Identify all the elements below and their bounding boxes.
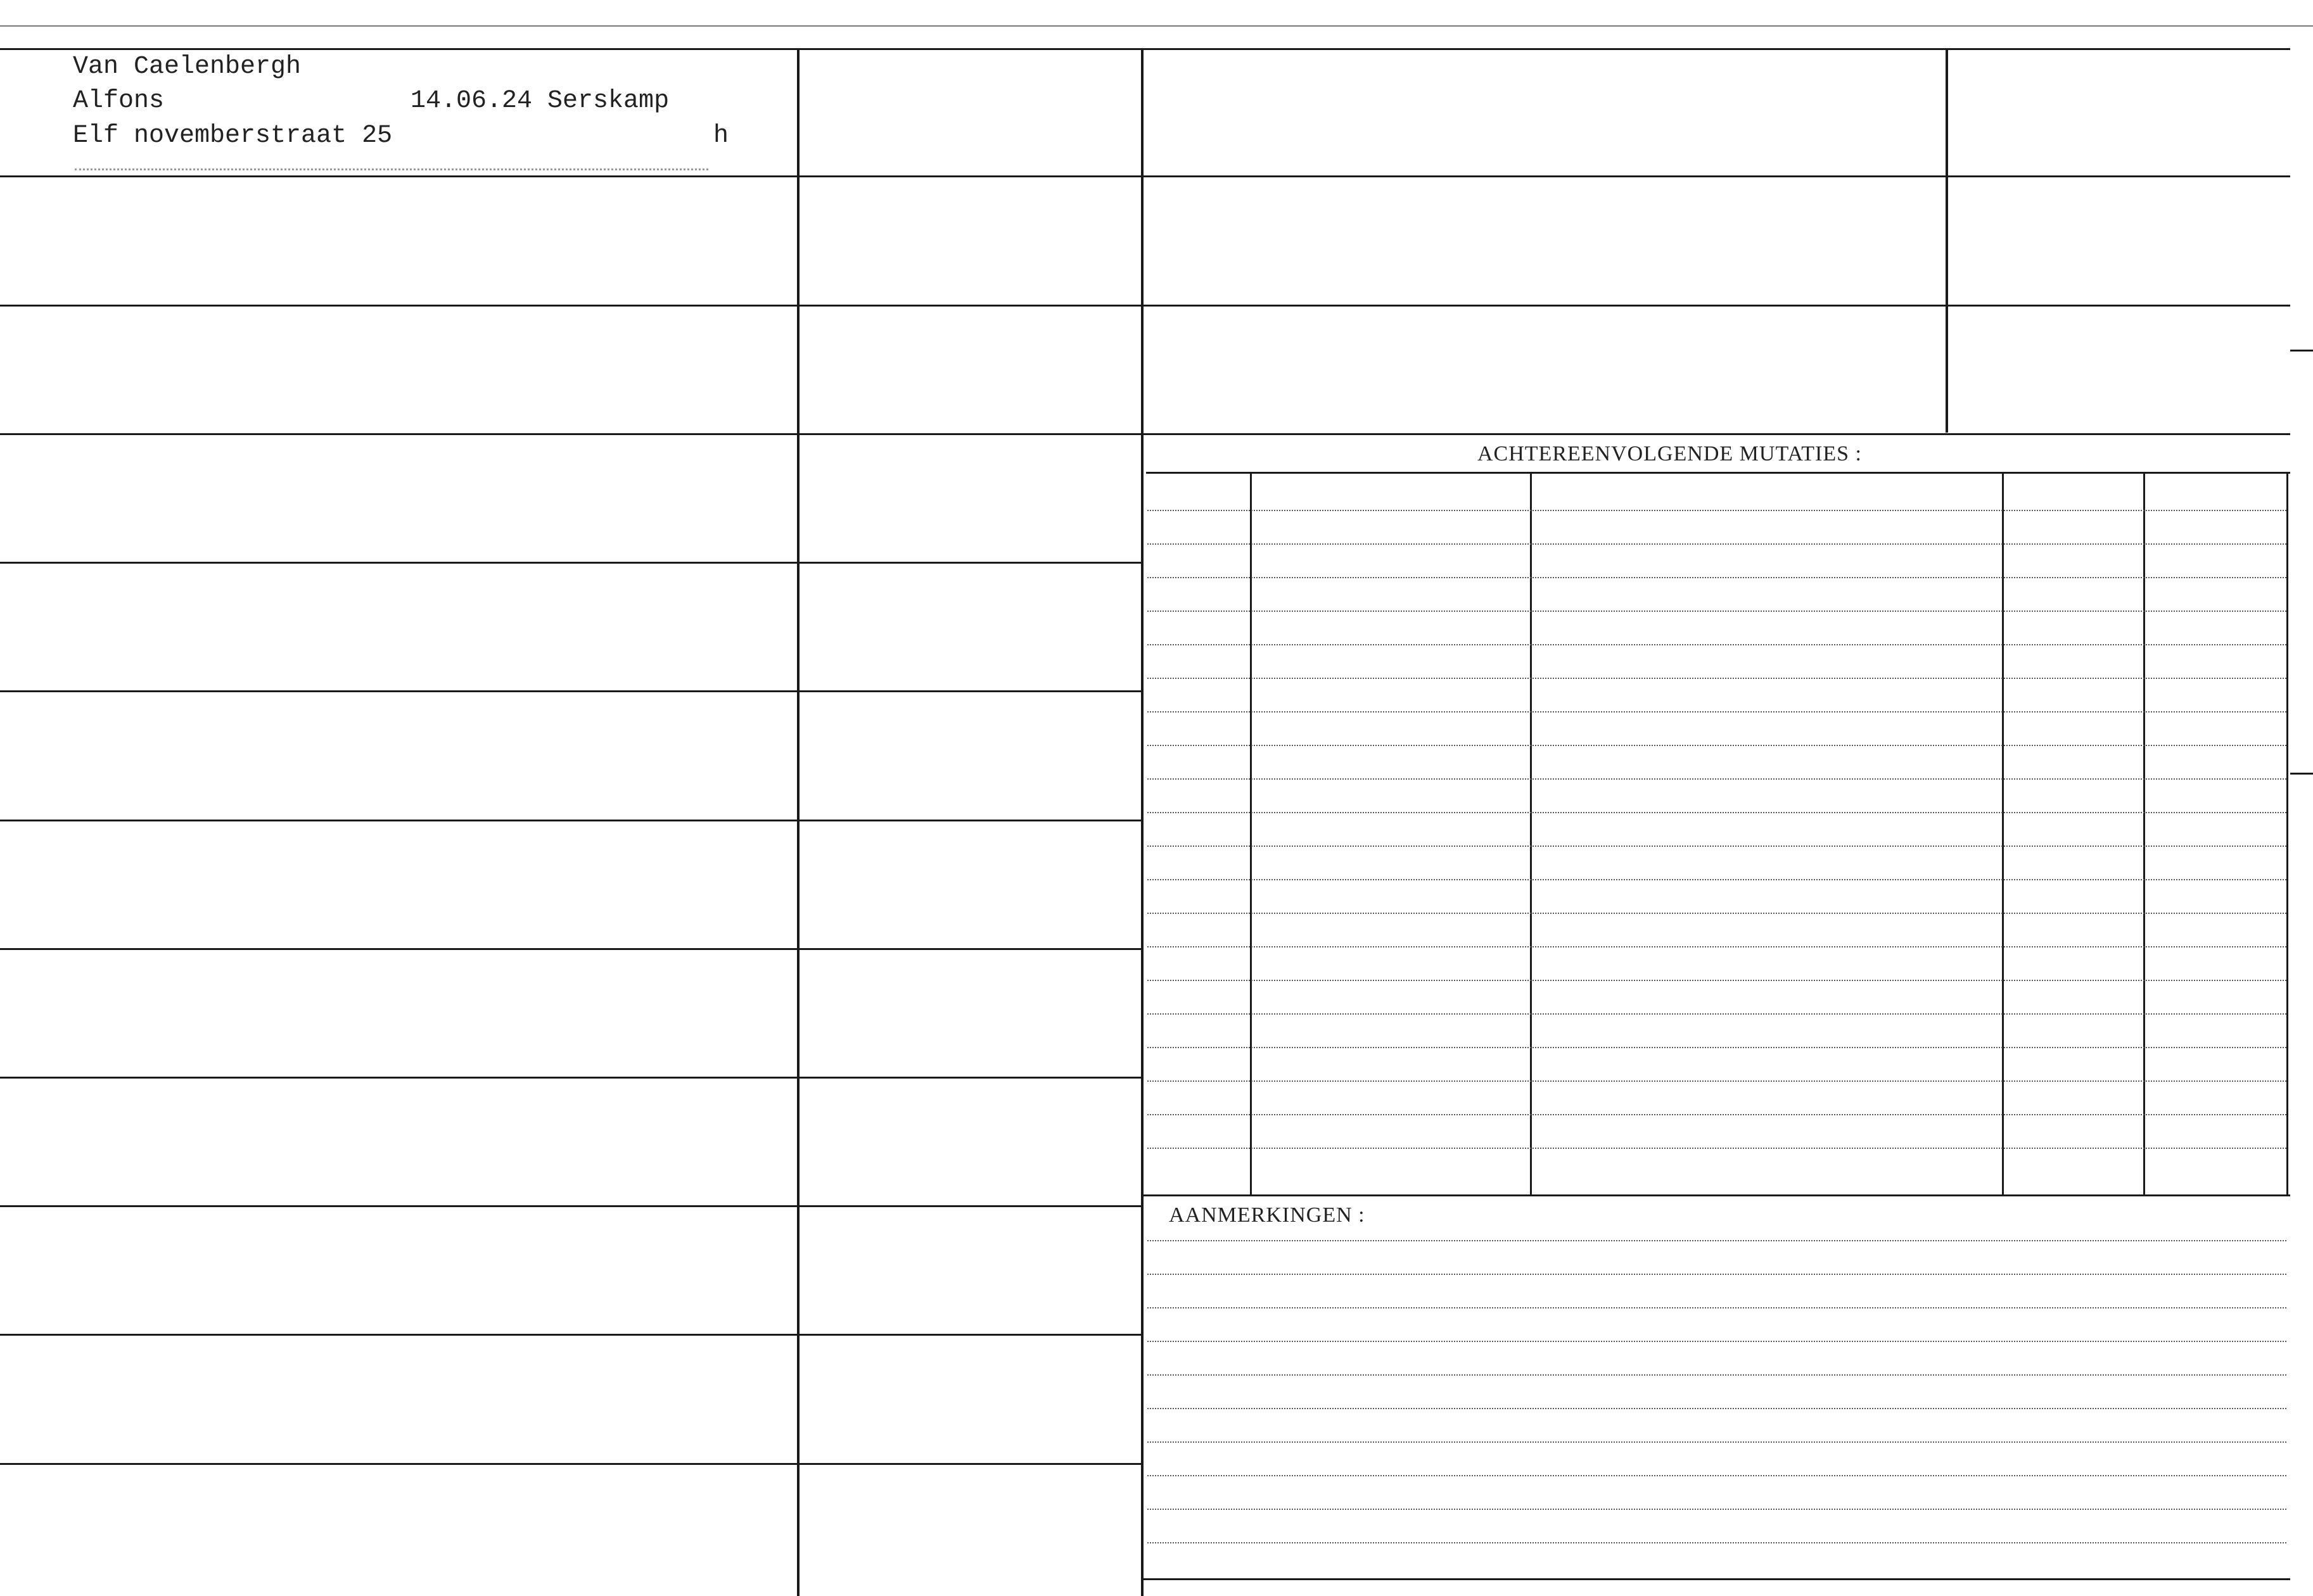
mutations-ruling-line <box>1147 778 2286 780</box>
mutations-col-line <box>2286 474 2288 1194</box>
column-divider-2 <box>1141 49 1144 1596</box>
mutations-table-bottom <box>1141 1194 2290 1196</box>
mutations-col-line <box>2143 474 2145 1194</box>
row-line <box>0 175 1141 177</box>
remarks-header: AANMERKINGEN : <box>1169 1203 1365 1227</box>
address-text: Elf novemberstraat 25 <box>73 122 393 150</box>
row-line <box>0 1205 1141 1207</box>
row-line <box>0 948 1141 950</box>
column-divider-1 <box>797 49 800 1596</box>
mutations-ruling-line <box>1147 644 2286 645</box>
row-line <box>0 433 1141 435</box>
row-line <box>0 562 1141 564</box>
remarks-ruling-line <box>1147 1341 2286 1342</box>
mutations-header: ACHTEREENVOLGENDE MUTATIES : <box>1477 442 1862 466</box>
mutations-ruling-line <box>1147 946 2286 947</box>
remarks-ruling-line <box>1147 1475 2286 1476</box>
mutations-ruling-line <box>1147 1047 2286 1048</box>
first-name-text: Alfons <box>73 87 165 115</box>
row-line <box>0 690 1141 692</box>
mutations-ruling-line <box>1147 913 2286 914</box>
birth-text: 14.06.24 Serskamp <box>411 87 670 115</box>
row-line <box>0 305 1141 307</box>
edge-tick <box>2290 773 2313 775</box>
surname-text: Van Caelenbergh <box>73 53 302 81</box>
mutations-ruling-line <box>1147 543 2286 545</box>
remarks-ruling-line <box>1147 1542 2286 1543</box>
mutations-table-top <box>1146 472 2290 474</box>
mutations-ruling-line <box>1147 745 2286 746</box>
bottom-line <box>1141 1578 2290 1580</box>
remarks-ruling-line <box>1147 1441 2286 1443</box>
column-divider-3 <box>1946 49 1948 433</box>
mutations-ruling-line <box>1147 980 2286 981</box>
remarks-ruling-line <box>1147 1509 2286 1510</box>
row-line <box>0 1077 1141 1079</box>
mutations-col-line <box>1250 474 1252 1194</box>
mutations-ruling-line <box>1147 1114 2286 1115</box>
mutations-ruling-line <box>1147 611 2286 612</box>
mutations-ruling-line <box>1147 1013 2286 1015</box>
remarks-ruling-line <box>1147 1274 2286 1275</box>
right-row-line <box>1141 175 2290 177</box>
mutations-ruling-line <box>1147 879 2286 880</box>
mutations-ruling-line <box>1147 577 2286 578</box>
mutations-ruling-line <box>1147 678 2286 679</box>
mutations-ruling-line <box>1147 711 2286 712</box>
remarks-ruling-line <box>1147 1307 2286 1308</box>
top-border-line <box>0 25 2313 27</box>
remarks-ruling-line <box>1147 1240 2286 1241</box>
mutations-ruling-line <box>1147 1080 2286 1082</box>
mutations-ruling-line <box>1147 510 2286 511</box>
right-row-line <box>1141 433 2290 435</box>
mutations-col-line <box>1530 474 1532 1194</box>
row-line <box>0 1334 1141 1336</box>
row-line <box>0 820 1141 821</box>
edge-tick <box>2290 350 2313 352</box>
mutations-ruling-line <box>1147 1148 2286 1149</box>
mutations-ruling-line <box>1147 812 2286 813</box>
row-line <box>0 1463 1141 1465</box>
remarks-ruling-line <box>1147 1408 2286 1409</box>
remarks-ruling-line <box>1147 1374 2286 1376</box>
mutations-ruling-line <box>1147 846 2286 847</box>
address-mark-text: h <box>713 122 729 150</box>
right-row-line <box>1141 305 2290 307</box>
illegible-typed-line <box>75 168 708 170</box>
mutations-col-line <box>2002 474 2004 1194</box>
